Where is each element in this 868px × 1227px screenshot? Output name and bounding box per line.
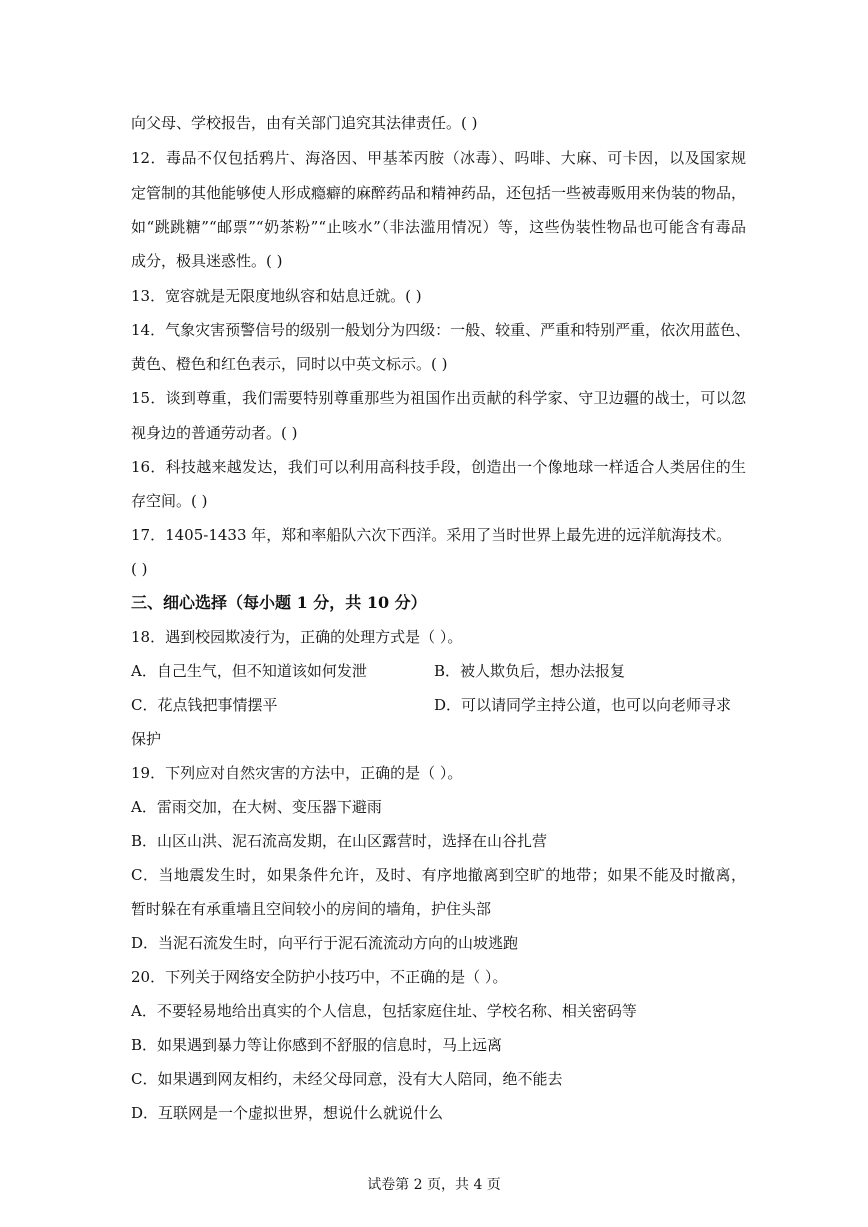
q19-option-a: A．雷雨交加，在大树、变压器下避雨 — [131, 798, 382, 816]
section-3-title: 三、细心选择（每小题 1 分，共 10 分） — [131, 593, 427, 612]
q19-option-b: B．山区山洪、泥石流高发期，在山区露营时，选择在山谷扎营 — [131, 832, 548, 850]
q12-line-2: 定管制的其他能够使人形成瘾癖的麻醉药品和精神药品，还包括一些被毒贩用来伪装的物品， — [131, 184, 747, 202]
q13-line: 13．宽容就是无限度地纵容和姑息迁就。( ) — [131, 287, 422, 305]
q18-option-d-continuation: 保护 — [131, 730, 162, 748]
page-footer: 试卷第 2 页，共 4 页 — [367, 1177, 501, 1193]
q19-stem: 19．下列应对自然灾害的方法中，正确的是（ ）。 — [131, 764, 463, 782]
q18-stem: 18．遇到校园欺凌行为，正确的处理方式是（ ）。 — [131, 628, 463, 646]
q20-option-a: A．不要轻易地给出真实的个人信息，包括家庭住址、学校名称、相关密码等 — [131, 1002, 637, 1020]
q12-line-4: 成分，极具迷惑性。( ) — [131, 252, 283, 270]
q20-stem: 20．下列关于网络安全防护小技巧中，不正确的是（ ）。 — [131, 968, 508, 986]
q18-option-a: A．自己生气，但不知道该如何发泄 — [131, 662, 367, 680]
q19-option-c: C．当地震发生时，如果条件允许，及时、有序地撤离到空旷的地带；如果不能及时撤离， — [131, 866, 746, 884]
q14-line-1: 14．气象灾害预警信号的级别一般划分为四级：一般、较重、严重和特别严重，依次用蓝色、 — [131, 321, 751, 339]
q20-option-c: C．如果遇到网友相约，未经父母同意，没有大人陪同，绝不能去 — [131, 1070, 563, 1088]
q20-option-b: B．如果遇到暴力等让你感到不舒服的信息时，马上远离 — [131, 1036, 503, 1054]
q16-line-2: 存空间。( ) — [131, 492, 208, 510]
q12-line-1: 12．毒品不仅包括鸦片、海洛因、甲基苯丙胺（冰毒）、吗啡、大麻、可卡因，以及国家规 — [131, 149, 746, 167]
q18-option-b: B．被人欺负后，想办法报复 — [434, 662, 626, 680]
q19-option-c-continuation: 暂时躲在有承重墙且空间较小的房间的墙角，护住头部 — [131, 900, 492, 918]
q19-option-d: D．当泥石流发生时，向平行于泥石流流动方向的山坡逃跑 — [131, 934, 519, 952]
q18-option-d: D．可以请同学主持公道，也可以向老师寻求 — [434, 696, 732, 714]
q15-line-1: 15．谈到尊重，我们需要特别尊重那些为祖国作出贡献的科学家、守卫边疆的战士，可以忽 — [131, 389, 746, 407]
q20-option-d: D．互联网是一个虚拟世界，想说什么就说什么 — [131, 1104, 444, 1122]
q16-line-1: 16．科技越来越发达，我们可以利用高科技手段，创造出一个像地球一样适合人类居住的生 — [131, 458, 746, 476]
q11-continuation-line: 向父母、学校报告，由有关部门追究其法律责任。( ) — [131, 114, 478, 132]
q18-option-c: C．花点钱把事情摆平 — [131, 696, 278, 714]
q12-line-3: 如“跳跳糖”“邮票”“奶茶粉”“止咳水”（非法滥用情况）等，这些伪装性物品也可能含有毒品 — [131, 218, 746, 236]
q17-line-1: 17．1405-1433 年，郑和率船队六次下西洋。采用了当时世界上最先进的远洋航海技术。 — [131, 526, 732, 544]
q17-line-2: ( ) — [131, 560, 148, 578]
q14-line-2: 黄色、橙色和红色表示，同时以中英文标示。( ) — [131, 355, 448, 373]
q15-line-2: 视身边的普通劳动者。( ) — [131, 424, 298, 442]
